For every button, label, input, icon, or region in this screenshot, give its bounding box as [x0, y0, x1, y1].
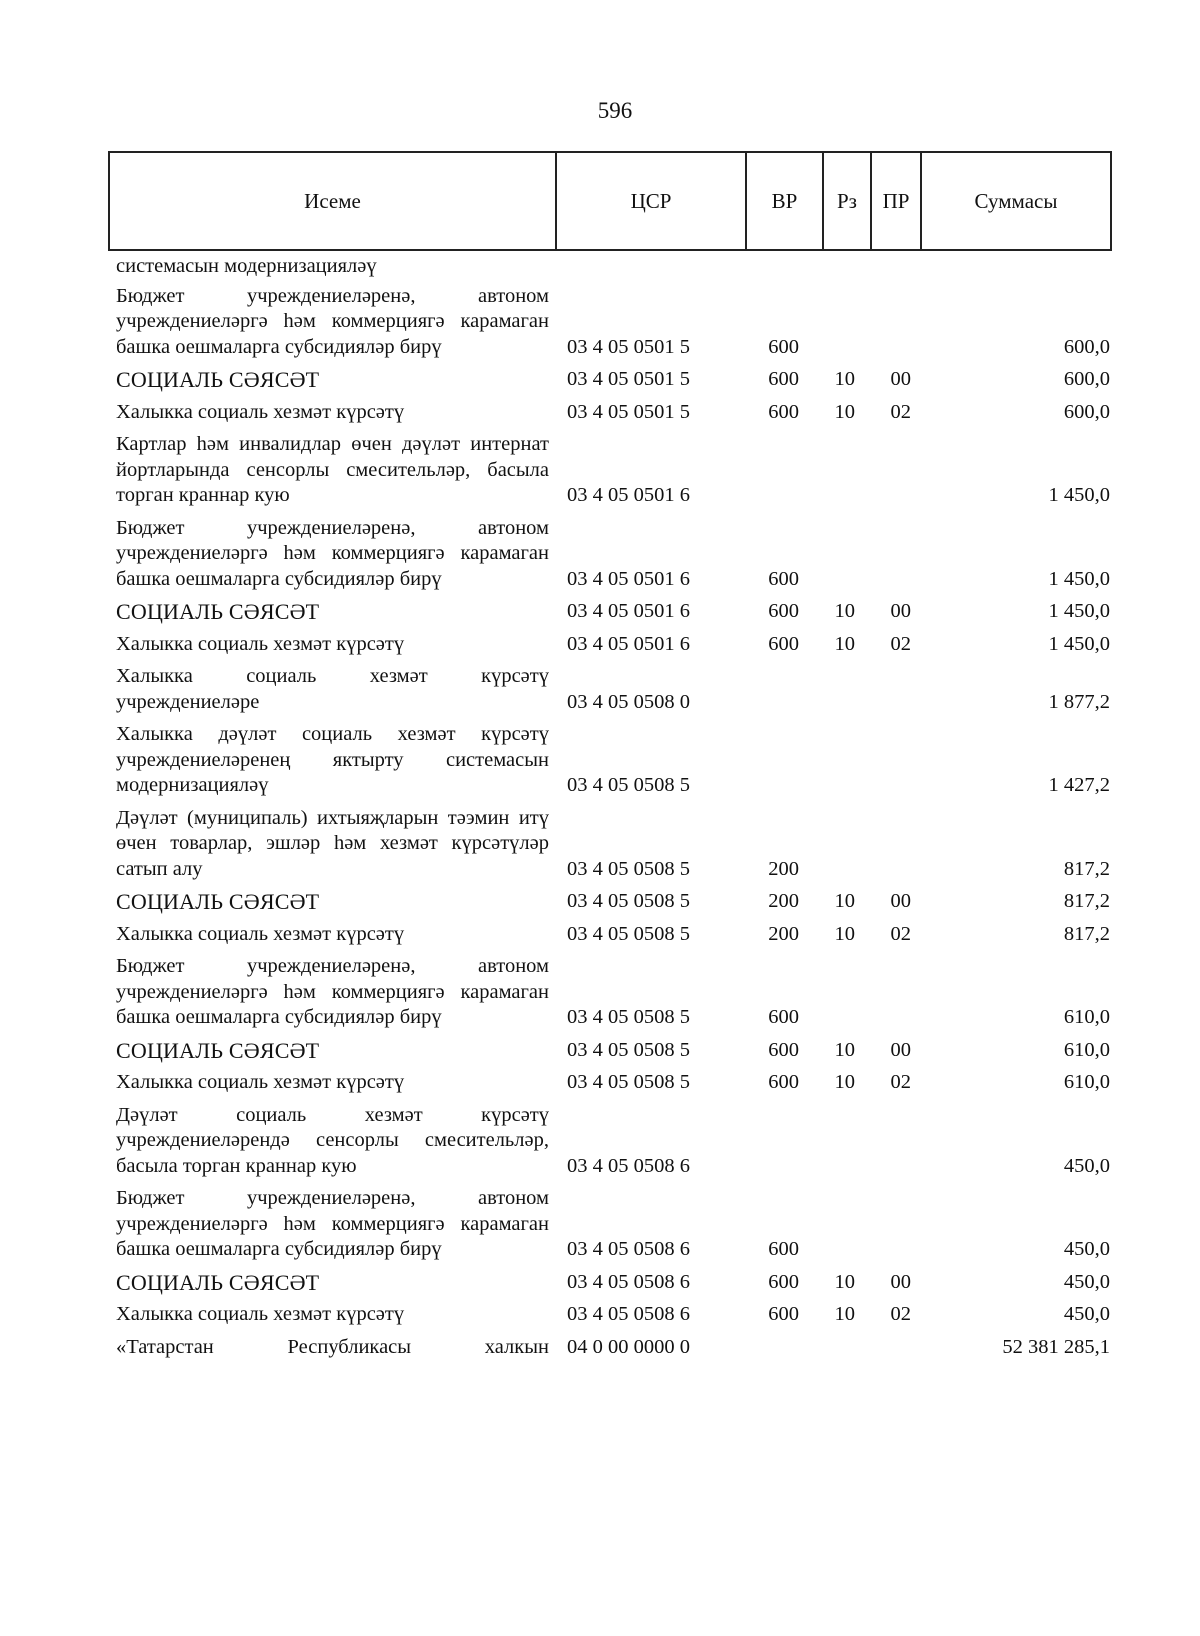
row-vr: 600 — [768, 400, 799, 423]
table-row — [116, 367, 1110, 393]
table-row — [116, 400, 1110, 426]
row-pr: 02 — [890, 1303, 911, 1325]
row-rz: 10 — [834, 400, 855, 423]
row-name: СОЦИАЛЬ СӘЯСӘТ — [116, 1037, 320, 1063]
table-row — [116, 889, 1110, 915]
row-sum: 600,0 — [1063, 400, 1110, 423]
row-vr: 600 — [768, 1006, 799, 1028]
row-pr: 00 — [890, 368, 911, 390]
table-row — [116, 432, 1110, 509]
row-name: Халыкка социаль хезмәт күрсәтү — [116, 400, 405, 423]
row-sum: 610,0 — [1063, 1038, 1110, 1061]
row-name: СОЦИАЛЬ СӘЯСӘТ — [116, 1269, 320, 1295]
table-row — [116, 806, 1110, 883]
row-name: Картлар һәм инвалидлар өчен дәүләт интернат йортларында сенсорлы смесительләр, басыла торган краннар кую — [116, 433, 549, 506]
row-pr: 02 — [890, 1071, 911, 1093]
table-row — [116, 516, 1110, 593]
row-sum: 450,0 — [1063, 1303, 1110, 1325]
row-csr: 03 4 05 0508 5 — [567, 1006, 690, 1028]
row-vr: 600 — [768, 1038, 799, 1061]
row-name: Халыкка социаль хезмәт күрсәтү — [116, 922, 405, 945]
header-pr: ПР — [871, 152, 921, 250]
table-row — [116, 1270, 1110, 1296]
row-csr: 04 0 00 0000 0 — [567, 1335, 690, 1358]
row-pr: 00 — [890, 890, 911, 912]
row-sum: 610,0 — [1063, 1006, 1110, 1028]
table-row — [116, 1070, 1110, 1096]
table-row — [116, 284, 1110, 361]
row-csr: 03 4 05 0508 0 — [567, 690, 690, 713]
row-vr: 600 — [768, 600, 799, 622]
row-name: Халыкка дәүләт социаль хезмәт күрсәтү учреждениеләренең яктырту системасын модернизацияләү — [116, 723, 549, 796]
row-sum: 600,0 — [1063, 368, 1110, 390]
row-name: Бюджет учреждениеләренә, автоном учреждениеләргә һәм коммерциягә карамаган башка оешмаларга субсидияләр бирү — [116, 284, 549, 358]
row-name: СОЦИАЛЬ СӘЯСӘТ — [116, 889, 320, 914]
row-rz: 10 — [834, 1303, 855, 1325]
table-row — [116, 1335, 1110, 1361]
row-sum: 610,0 — [1063, 1071, 1110, 1093]
row-name: Бюджет учреждениеләренә, автоном учреждениеләргә һәм коммерциягә карамаган башка оешмаларга субсидияләр бирү — [116, 516, 549, 590]
row-sum: 450,0 — [1063, 1238, 1110, 1260]
row-rz: 10 — [834, 922, 855, 945]
table-row — [116, 1302, 1110, 1328]
row-pr: 00 — [890, 1270, 911, 1293]
header-csr: ЦСР — [556, 152, 746, 250]
row-sum: 1 450,0 — [1048, 484, 1110, 506]
row-sum: 450,0 — [1063, 1270, 1110, 1293]
row-rz: 10 — [834, 1038, 855, 1061]
row-sum: 817,2 — [1063, 890, 1110, 912]
row-sum: 1 877,2 — [1048, 690, 1110, 713]
row-vr: 200 — [768, 857, 799, 880]
budget-table-header — [108, 151, 1112, 251]
row-csr: 03 4 05 0508 5 — [567, 1038, 690, 1061]
header-name: Исеме — [109, 152, 556, 250]
row-vr: 600 — [768, 632, 799, 655]
row-rz: 10 — [834, 368, 855, 390]
table-row — [116, 664, 1110, 715]
row-name: Халыкка социаль хезмәт күрсәтү — [116, 1303, 405, 1325]
row-vr: 200 — [768, 890, 799, 912]
row-vr: 200 — [768, 922, 799, 945]
page-number: 596 — [597, 98, 633, 123]
row-sum: 600,0 — [1063, 335, 1110, 358]
row-name: СОЦИАЛЬ СӘЯСӘТ — [116, 599, 320, 624]
table-row — [116, 722, 1110, 799]
row-vr: 600 — [768, 1071, 799, 1093]
row-csr: 03 4 05 0501 5 — [567, 335, 690, 358]
row-pr: 00 — [890, 1038, 911, 1061]
table-row — [116, 599, 1110, 625]
row-name: системасын модернизацияләү — [116, 255, 377, 277]
row-vr: 600 — [768, 1303, 799, 1325]
row-name: Бюджет учреждениеләренә, автоном учреждениеләргә һәм коммерциягә карамаган башка оешмаларга субсидияләр бирү — [116, 1187, 549, 1260]
row-rz: 10 — [834, 600, 855, 622]
row-rz: 10 — [834, 1270, 855, 1293]
row-csr: 03 4 05 0508 5 — [567, 774, 690, 796]
row-vr: 600 — [768, 368, 799, 390]
row-rz: 10 — [834, 1071, 855, 1093]
row-name: Халыкка социаль хезмәт күрсәтү — [116, 632, 405, 655]
table-row — [116, 1103, 1110, 1180]
row-rz: 10 — [834, 632, 855, 655]
row-vr: 600 — [768, 1270, 799, 1293]
row-csr: 03 4 05 0508 6 — [567, 1238, 690, 1260]
row-csr: 03 4 05 0501 5 — [567, 368, 690, 390]
table-row — [116, 954, 1110, 1031]
row-csr: 03 4 05 0508 5 — [567, 922, 690, 945]
header-sum: Суммасы — [921, 152, 1111, 250]
row-pr: 02 — [890, 632, 911, 655]
row-sum: 817,2 — [1063, 922, 1110, 945]
table-row — [116, 1186, 1110, 1263]
table-row — [116, 632, 1110, 658]
budget-table-body — [116, 254, 1110, 1367]
row-vr: 600 — [768, 567, 799, 590]
row-csr: 03 4 05 0501 6 — [567, 484, 690, 506]
header-vr: ВР — [746, 152, 823, 250]
row-sum: 52 381 285,1 — [1002, 1335, 1110, 1358]
row-sum: 1 450,0 — [1048, 567, 1110, 590]
row-vr: 600 — [768, 1238, 799, 1260]
row-csr: 03 4 05 0501 6 — [567, 632, 690, 655]
row-sum: 1 450,0 — [1048, 632, 1110, 655]
row-name: «Татарстан Республикасы халкын — [116, 1335, 549, 1358]
row-pr: 02 — [890, 922, 911, 945]
header-rz: Рз — [823, 152, 871, 250]
row-name: СОЦИАЛЬ СӘЯСӘТ — [116, 367, 320, 392]
row-csr: 03 4 05 0501 5 — [567, 400, 690, 423]
row-sum: 1 450,0 — [1048, 600, 1110, 622]
row-csr: 03 4 05 0501 6 — [567, 567, 690, 590]
row-pr: 02 — [890, 400, 911, 423]
row-sum: 450,0 — [1063, 1154, 1110, 1177]
row-name: Халыкка социаль хезмәт күрсәтү — [116, 1071, 405, 1093]
row-rz: 10 — [834, 890, 855, 912]
row-csr: 03 4 05 0501 6 — [567, 600, 690, 622]
row-csr: 03 4 05 0508 6 — [567, 1154, 690, 1177]
row-sum: 817,2 — [1063, 857, 1110, 880]
row-name: Бюджет учреждениеләренә, автоном учреждениеләргә һәм коммерциягә карамаган башка оешмаларга субсидияләр бирү — [116, 955, 549, 1028]
row-csr: 03 4 05 0508 5 — [567, 857, 690, 880]
row-name: Дәүләт социаль хезмәт күрсәтү учреждениеләрендә сенсорлы смесительләр, басыла торган краннар кую — [116, 1103, 549, 1177]
row-pr: 00 — [890, 600, 911, 622]
row-csr: 03 4 05 0508 5 — [567, 1071, 690, 1093]
row-name: Халыкка социаль хезмәт күрсәтү учреждениеләре — [116, 665, 549, 713]
row-csr: 03 4 05 0508 6 — [567, 1270, 690, 1293]
table-row — [116, 254, 1110, 280]
table-row — [116, 1038, 1110, 1064]
row-csr: 03 4 05 0508 5 — [567, 890, 690, 912]
row-sum: 1 427,2 — [1048, 774, 1110, 796]
row-vr: 600 — [768, 335, 799, 358]
table-row — [116, 922, 1110, 948]
row-csr: 03 4 05 0508 6 — [567, 1303, 690, 1325]
row-name: Дәүләт (муниципаль) ихтыяҗларын тәэмин итү өчен товарлар, эшләр һәм хезмәт күрсәтүләр сатып алу — [116, 806, 549, 880]
